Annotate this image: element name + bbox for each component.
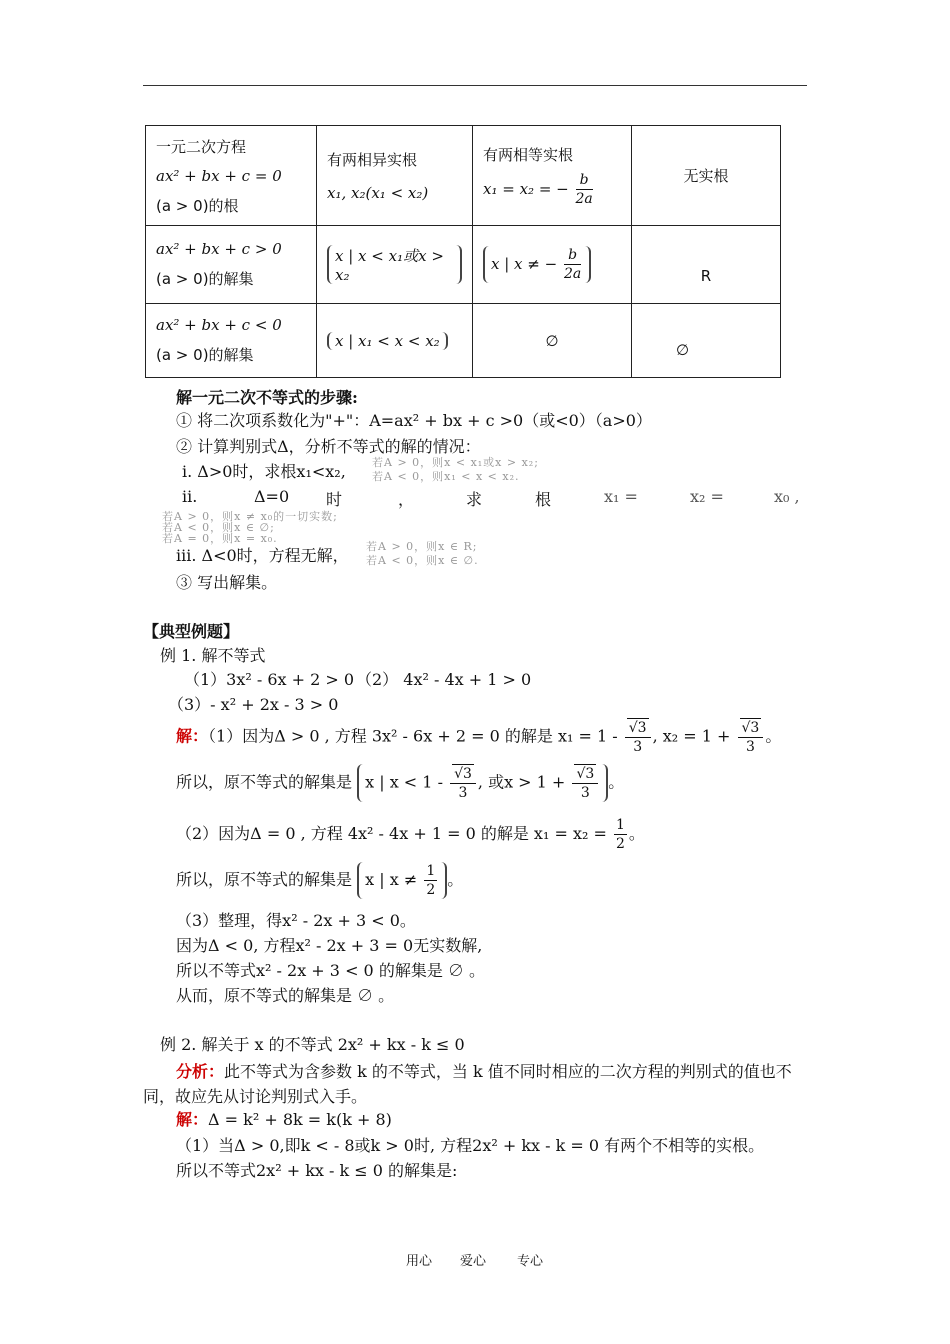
fraction bbox=[576, 171, 593, 208]
table-cell bbox=[146, 304, 317, 378]
denominator: 2 bbox=[615, 836, 625, 852]
cell-text: (a > 0)的解集 bbox=[156, 270, 254, 288]
table-row bbox=[146, 126, 781, 226]
numerator: 1 bbox=[426, 863, 436, 879]
solution-label: 解： bbox=[176, 726, 209, 746]
step-1: ① 将二次项系数化为"+"：A=ax² + bx + c >0（或<0）（a>0） bbox=[176, 411, 652, 430]
solution-text: 所以，原不等式的解集是 bbox=[176, 870, 353, 889]
solution-3-line: （3）整理，得x² - 2x + 3 < 0。 bbox=[176, 911, 416, 930]
table-cell bbox=[146, 226, 317, 304]
sqrt-3: √3 bbox=[576, 766, 595, 782]
solution-3-line: 所以不等式x² - 2x + 3 < 0 的解集是 ∅ 。 bbox=[176, 961, 485, 980]
footer-text: 专心 bbox=[517, 1254, 544, 1269]
cell-text: 一元二次方程 bbox=[156, 137, 247, 156]
example-2-solution bbox=[176, 1107, 392, 1130]
set-notation: x | x₁ < x < x₂ bbox=[327, 332, 448, 350]
formula-lhs: x₁ = x₂ = − bbox=[483, 179, 569, 198]
step-2-case-iii: ⅲ. Δ<0时，方程无解， bbox=[176, 546, 349, 565]
footer-text: 爱心 bbox=[460, 1254, 487, 1269]
denominator: 2a bbox=[563, 266, 582, 282]
solution-3-line: 从而，原不等式的解集是 ∅ 。 bbox=[176, 986, 395, 1005]
case-iii-brace-line: 若A > 0，则x ∈ R; bbox=[366, 540, 478, 553]
solution-text: （1）因为Δ > 0 , 方程 3x² - 6x + 2 = 0 的解是 x₁ = 1 - bbox=[208, 726, 618, 746]
table-cell bbox=[146, 126, 317, 226]
set-notation: x | x ≠ $\frac{1}{2}$ bbox=[357, 862, 447, 899]
step-2: ② 计算判别式Δ，分析不等式的解的情况： bbox=[176, 437, 481, 456]
cell-formula: x₁, x₂(x₁ < x₂) bbox=[327, 184, 429, 202]
example-1-title: 例 1. 解不等式 bbox=[160, 646, 266, 665]
denominator: 2a bbox=[575, 190, 593, 207]
set-part: x bbox=[365, 870, 375, 889]
fraction bbox=[450, 764, 476, 802]
table-cell bbox=[317, 304, 473, 378]
fraction bbox=[564, 246, 581, 283]
analysis-text: 此不等式为含参数 k 的不等式，当 k 值不同时相应的二次方程的判别式的值也不 bbox=[224, 1062, 792, 1081]
period: 。 bbox=[765, 726, 782, 746]
case-ii-x1: x₁ = bbox=[604, 487, 638, 506]
formula-lhs: x | x ≠ − bbox=[491, 255, 558, 273]
example-2-case-1: （1）当Δ > 0,即k < - 8或k > 0时, 方程2x² + kx - k = 0 有两个不相等的实根。 bbox=[176, 1136, 765, 1155]
solution-text: , x₂ = 1 + bbox=[652, 726, 731, 746]
cell-text: 有两相等实根 bbox=[483, 145, 574, 164]
cell-formula: ax² + bx + c = 0 bbox=[156, 166, 282, 185]
cell-formula: ax² + bx + c > 0 bbox=[156, 240, 282, 258]
cell-text: (a > 0)的根 bbox=[156, 196, 239, 215]
period: 。 bbox=[447, 870, 464, 889]
table-row bbox=[146, 226, 781, 304]
sqrt-3: √3 bbox=[628, 720, 647, 736]
table-cell: ∅ bbox=[632, 304, 781, 378]
solution-2-set bbox=[176, 862, 463, 899]
sqrt-3: √3 bbox=[454, 766, 472, 782]
table-cell: 无实根 bbox=[632, 126, 781, 226]
solution-text: （2）因为Δ = 0 , 方程 4x² - 4x + 1 = 0 的解是 x₁ = x₂ = bbox=[176, 824, 607, 843]
solution-1-line bbox=[176, 718, 781, 756]
table-cell bbox=[473, 226, 632, 304]
section-heading: 【典型例题】 bbox=[143, 622, 240, 641]
set-notation bbox=[357, 764, 608, 802]
period: 。 bbox=[608, 772, 625, 792]
set-part: , 或x > 1 + bbox=[477, 772, 566, 792]
header-rule bbox=[143, 85, 807, 86]
analysis-label: 分析： bbox=[176, 1062, 225, 1081]
period: 。 bbox=[628, 824, 645, 843]
denominator: 3 bbox=[458, 785, 468, 801]
step-2-case-i: ⅰ. Δ>0时，求根x₁<x₂, bbox=[182, 462, 346, 481]
case-i-brace-line: 若A > 0，则x < x₁或x > x₂; bbox=[372, 456, 539, 469]
case-iii-brace-line: 若A < 0，则x ∈ ∅. bbox=[366, 554, 479, 567]
table-cell bbox=[317, 226, 473, 304]
table-cell: R bbox=[632, 226, 781, 304]
fraction bbox=[572, 764, 598, 802]
example-1-part-2: （2） 4x² - 4x + 1 > 0 bbox=[356, 670, 532, 689]
set-notation: x | x < x₁或x > x₂ bbox=[327, 245, 462, 284]
denominator: 2 bbox=[426, 882, 436, 898]
solution-1-set bbox=[176, 764, 624, 802]
cell-text: (a > 0)的解集 bbox=[156, 346, 254, 364]
denominator: 3 bbox=[580, 785, 590, 801]
solution-text: 所以，原不等式的解集是 bbox=[176, 772, 353, 792]
steps-title: 解一元二次不等式的步骤: bbox=[176, 388, 358, 407]
set-part: x | x < 1 - bbox=[365, 772, 443, 792]
case-ii-x0: x₀ , bbox=[774, 487, 800, 506]
set-notation bbox=[483, 246, 591, 283]
case-ii-delta: Δ=0 bbox=[254, 487, 290, 506]
case-ii-brace-line: 若A > 0，则x ≠ x₀的一切实数; bbox=[162, 510, 338, 523]
solution-label: 解： bbox=[176, 1110, 209, 1129]
quadratic-summary-table bbox=[145, 125, 781, 378]
analysis-line bbox=[176, 1059, 792, 1082]
case-ii-word: 求 bbox=[466, 490, 483, 509]
example-2-title: 例 2. 解关于 x 的不等式 2x² + kx - k ≤ 0 bbox=[160, 1035, 465, 1054]
fraction bbox=[424, 862, 437, 899]
set-part: x ≠ bbox=[389, 870, 418, 889]
analysis-text: 同，故应先从讨论判别式入手。 bbox=[143, 1087, 368, 1106]
solution-3-line: 因为Δ < 0, 方程x² - 2x + 3 = 0无实数解, bbox=[176, 936, 483, 955]
fraction bbox=[614, 816, 627, 853]
denominator: 3 bbox=[745, 739, 755, 755]
table-row bbox=[146, 304, 781, 378]
case-ii-word: ， bbox=[398, 490, 415, 509]
cell-formula: ax² + bx + c < 0 bbox=[156, 316, 282, 334]
step-2-case-ii-label: ⅱ. bbox=[182, 487, 198, 506]
example-1-part-3: （3）- x² + 2x - 3 > 0 bbox=[168, 695, 339, 714]
table-cell: ∅ bbox=[473, 304, 632, 378]
step-3: ③ 写出解集。 bbox=[176, 573, 278, 592]
sqrt-3: √3 bbox=[741, 720, 760, 736]
example-1-part-1: （1）3x² - 6x + 2 > 0 bbox=[184, 670, 355, 689]
numerator: b bbox=[576, 171, 593, 190]
table-cell bbox=[317, 126, 473, 226]
numerator: 1 bbox=[615, 817, 625, 833]
example-2-case-1-set: 所以不等式2x² + kx - k ≤ 0 的解集是: bbox=[176, 1161, 458, 1180]
case-ii-brace-line: 若A = 0，则x = x₀. bbox=[162, 532, 278, 545]
cell-text: 有两相异实根 bbox=[327, 151, 418, 169]
case-i-brace-line: 若A < 0，则x₁ < x < x₂. bbox=[372, 470, 520, 483]
fraction bbox=[738, 718, 764, 756]
case-ii-word: 根 bbox=[535, 490, 552, 509]
denominator: 3 bbox=[633, 739, 643, 755]
footer-text: 用心 bbox=[406, 1254, 433, 1269]
case-ii-x2: x₂ = bbox=[690, 487, 724, 506]
numerator: b bbox=[564, 246, 581, 265]
fraction bbox=[625, 718, 651, 756]
solution-text: Δ = k² + 8k = k(k + 8) bbox=[208, 1110, 392, 1129]
table-cell bbox=[473, 126, 632, 226]
case-ii-brace-line: 若A < 0，则x ∈ ∅; bbox=[162, 521, 275, 534]
cell-formula bbox=[483, 171, 621, 208]
solution-2-line bbox=[176, 816, 645, 853]
case-ii-word: 时 bbox=[326, 490, 343, 509]
